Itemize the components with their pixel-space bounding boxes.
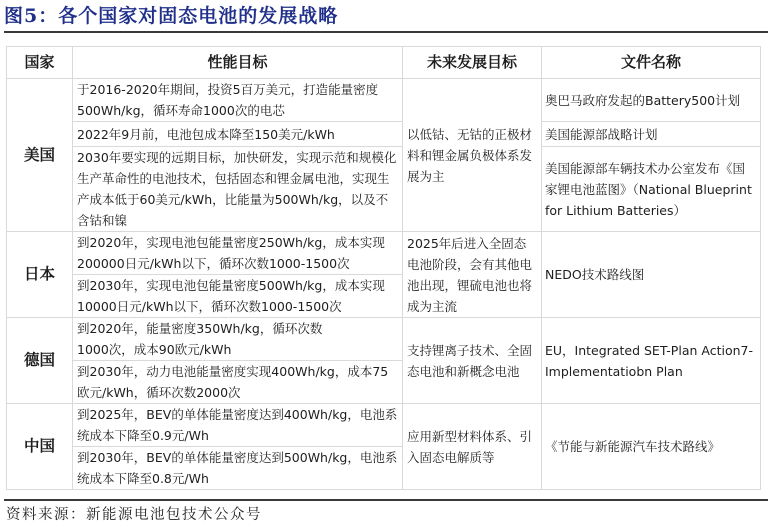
target-cell (73, 318, 403, 361)
source-note: 资料来源：新能源电池包技术公众号 (6, 507, 262, 523)
header-country: 国家 (7, 47, 73, 79)
title-divider (4, 31, 768, 33)
country-china: 中国 (7, 404, 73, 490)
table-row (7, 122, 761, 147)
document-cell: NEDO技术路线图 (542, 232, 761, 318)
table-row (7, 232, 761, 275)
document-cell: EU，Integrated SET-Plan Action7-Implementatiobn Plan (542, 318, 761, 404)
table-row (7, 318, 761, 361)
document-cell: 奥巴马政府发起的Battery500计划 (542, 79, 761, 122)
target-cell: 到2030年，动力电池能量密度实现400Wh/kg，成本75欧元/kWh，循环次数2000次 (73, 361, 403, 404)
future-goal-cell: 以低钴、无钴的正极材料和锂金属负极体系发展为主 (403, 79, 542, 232)
target-cell: 到2030年，BEV的单体能量密度达到500Wh/kg，电池系统成本下降至0.8元/Wh (73, 447, 403, 490)
future-goal-cell: 支持锂离子技术、全固态电池和新概念电池 (403, 318, 542, 404)
strategy-table (6, 46, 761, 490)
target-cell: 于2016-2020年期间，投资5百万美元，打造能量密度500Wh/kg，循环寿命1000次的电芯 (73, 79, 403, 122)
table-header-row (7, 47, 761, 79)
target-cell: 2030年要实现的远期目标，加快研发，实现示范和规模化生产革命性的电池技术，包括固态和锂金属电池，实现生产成本低于60美元/kWh，比能量为500Wh/kg，以及不含钴和镍 (73, 147, 403, 232)
target-cell: 到2025年，BEV的单体能量密度达到400Wh/kg，电池系统成本下降至0.9元/Wh (73, 404, 403, 447)
header-performance-target: 性能目标 (73, 47, 403, 79)
target-cell: 到2020年，实现电池包能量密度250Wh/kg，成本实现200000日元/kWh以下，循环次数1000-1500次 (73, 232, 403, 275)
country-japan: 日本 (7, 232, 73, 318)
figure-title: 图5：各个国家对固态电池的发展战略 (4, 5, 339, 27)
target-cell: 到2030年，实现电池包能量密度500Wh/kg，成本实现10000日元/kWh以下，循环次数1000-1500次 (73, 275, 403, 318)
target-line: 1000次，成本90欧元/kWh (77, 342, 232, 357)
document-cell: 美国能源部车辆技术办公室发布《国家锂电池蓝图》（National Blueprint for Lithium Batteries） (542, 147, 761, 232)
country-usa: 美国 (7, 79, 73, 232)
document-cell: 《节能与新能源汽车技术路线》 (542, 404, 761, 490)
future-goal-cell: 2025年后进入全固态电池阶段，会有其他电池出现，锂硫电池也将成为主流 (403, 232, 542, 318)
header-future-goal: 未来发展目标 (403, 47, 542, 79)
table-row (7, 147, 761, 232)
document-cell: 美国能源部战略计划 (542, 122, 761, 147)
target-cell: 2022年9月前，电池包成本降至150美元/kWh (73, 122, 403, 147)
table-row (7, 79, 761, 122)
header-document-name: 文件名称 (542, 47, 761, 79)
future-goal-cell: 应用新型材料体系、引入固态电解质等 (403, 404, 542, 490)
country-germany: 德国 (7, 318, 73, 404)
footer-divider (4, 499, 768, 501)
table-row (7, 404, 761, 447)
target-line: 到2020年，能量密度350Wh/kg，循环次数 (77, 321, 323, 336)
